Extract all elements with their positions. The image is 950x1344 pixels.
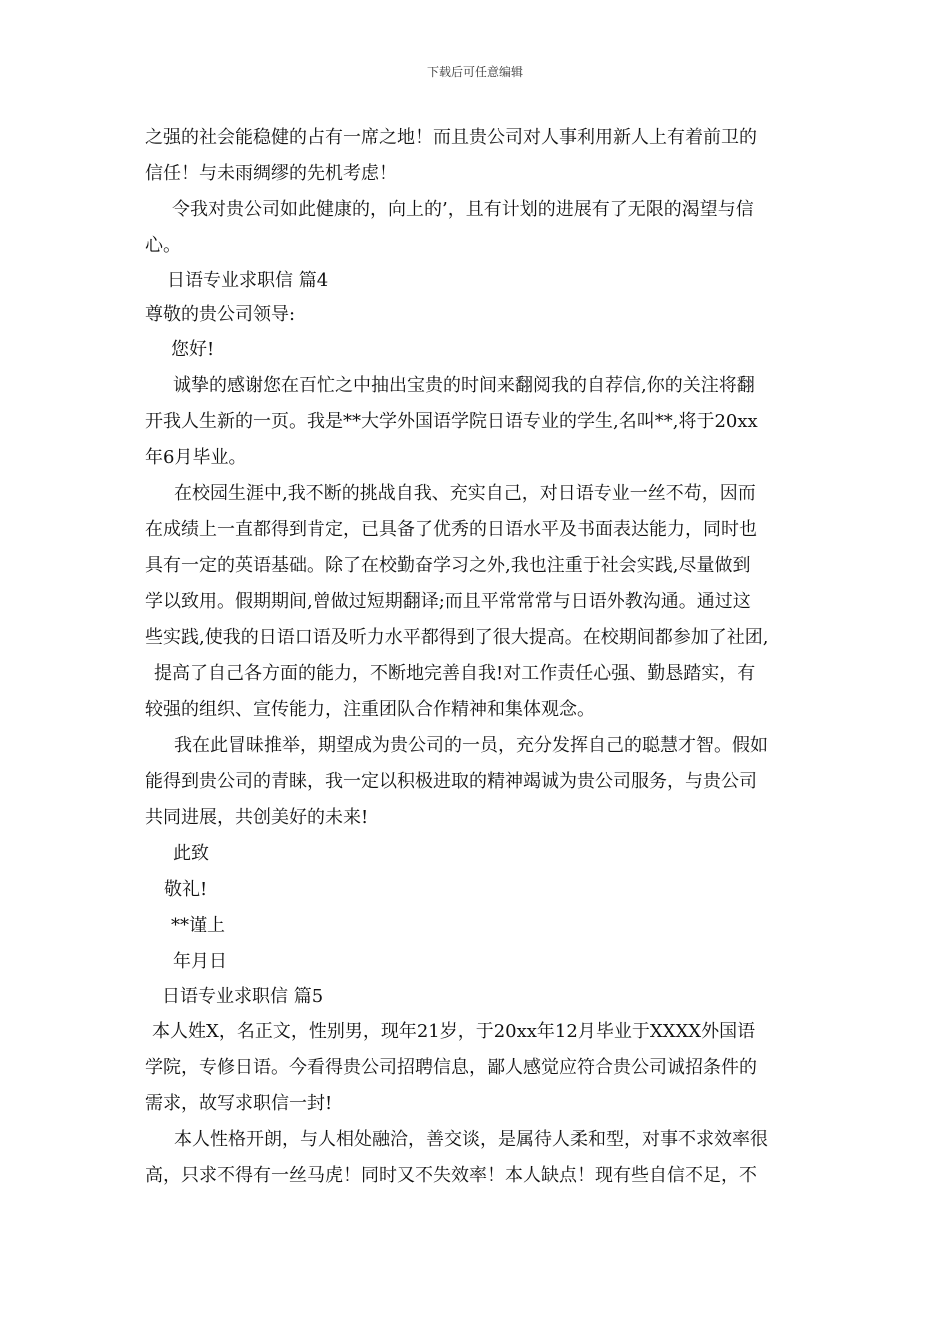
text-line: 高，只求不得有一丝马虎！同时又不失效率！本人缺点！现有些自信不足，不 (145, 1165, 757, 1186)
text-line: 年6月毕业。 (145, 447, 247, 468)
text-line: 较强的组织、宣传能力，注重团队合作精神和集体观念。 (145, 699, 595, 720)
text-line: 在校园生涯中,我不断的挑战自我、充实自己，对日语专业一丝不苟，因而 (174, 483, 756, 504)
text-line: 之强的社会能稳健的占有一席之地！而且贵公司对人事利用新人上有着前卫的 (145, 127, 757, 148)
text-line: 共同进展，共创美好的未来! (145, 807, 369, 828)
text-line: 具有一定的英语基础。除了在校勤奋学习之外,我也注重于社会实践,尽量做到 (145, 555, 751, 576)
greeting: 您好! (171, 339, 215, 360)
text-line: 心。 (145, 235, 181, 256)
text-line: 本人姓X，名正文，性别男，现年21岁，于20xx年12月毕业于XXXX外国语 (152, 1021, 756, 1042)
closing-line: 此致 (173, 843, 209, 864)
text-line: 在成绩上一直都得到肯定，已具备了优秀的日语水平及书面表达能力，同时也 (145, 519, 757, 540)
section-heading: 日语专业求职信 篇4 (167, 270, 329, 291)
text-line: 本人性格开朗，与人相处融洽，善交谈，是属待人柔和型，对事不求效率很 (174, 1129, 768, 1150)
text-line: 些实践,使我的日语口语及听力水平都得到了很大提高。在校期间都参加了社团, (145, 627, 769, 648)
text-line: 学院，专修日语。今看得贵公司招聘信息，鄙人感觉应符合贵公司诚招条件的 (145, 1057, 757, 1078)
text-line: 信任！与未雨绸缪的先机考虑！ (145, 163, 397, 184)
page-header: 下载后可任意编辑 (426, 65, 523, 79)
text-line: 提高了自己各方面的能力，不断地完善自我!对工作责任心强、勤恳踏实，有 (154, 663, 756, 684)
section-heading: 日语专业求职信 篇5 (162, 986, 324, 1007)
salutation: 尊敬的贵公司领导: (145, 304, 296, 325)
text-line: 开我人生新的一页。我是**大学外国语学院日语专业的学生,名叫**,将于20xx (145, 411, 758, 432)
signature: **谨上 (171, 915, 225, 936)
closing-line: 敬礼! (164, 879, 208, 900)
date-line: 年月日 (173, 951, 227, 972)
text-line: 需求，故写求职信一封! (145, 1093, 333, 1114)
text-line: 诚挚的感谢您在百忙之中抽出宝贵的时间来翻阅我的自荐信,你的关注将翻 (173, 375, 755, 396)
text-line: 我在此冒昧推举，期望成为贵公司的一员，充分发挥自己的聪慧才智。假如 (174, 735, 768, 756)
text-line: 学以致用。假期期间,曾做过短期翻译;而且平常常常与日语外教沟通。通过这 (145, 591, 751, 612)
text-line: 令我对贵公司如此健康的，向上的’，且有计划的进展有了无限的渴望与信 (172, 199, 754, 220)
text-line: 能得到贵公司的青睐，我一定以积极进取的精神竭诚为贵公司服务，与贵公司 (145, 771, 757, 792)
document-body (145, 120, 815, 1194)
